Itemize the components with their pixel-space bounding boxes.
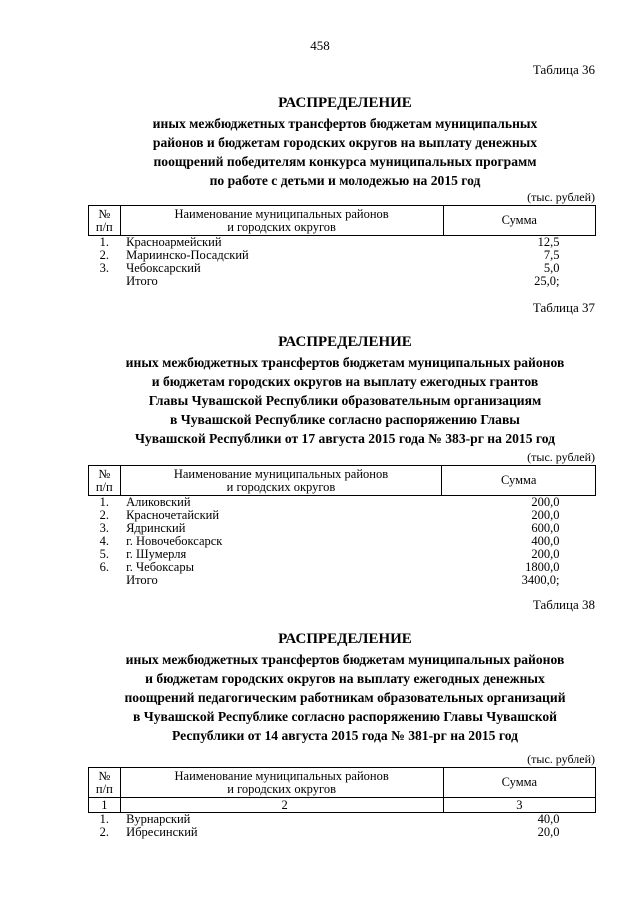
header-name xyxy=(120,466,442,496)
row-num: 1. xyxy=(99,235,109,249)
table-37-subtitle-line: иных межбюджетных трансфертов бюджетам муниципальных районов xyxy=(125,355,565,370)
row-num: 1. xyxy=(99,495,109,509)
row-sum: 40,0 xyxy=(537,812,560,826)
column-number-row xyxy=(89,798,596,813)
header-num xyxy=(89,768,121,798)
row-name: Красноармейский xyxy=(126,235,222,249)
table-36-units: (тыс. рублей) xyxy=(527,190,595,204)
table-total-row xyxy=(89,275,596,288)
row-name: Ядринский xyxy=(126,521,186,535)
row-num xyxy=(89,275,121,288)
table-36-subtitle-line: по работе с детьми и молодежью на 2015 год xyxy=(209,173,481,188)
row-num: 3. xyxy=(99,261,109,275)
table-37-subtitle-line: в Чувашской Республике согласно распоряжению Главы xyxy=(170,412,520,427)
row-num xyxy=(89,574,121,587)
row-name: г. Новочебоксарск xyxy=(126,534,223,548)
table-row xyxy=(89,496,596,510)
table-37-title: РАСПРЕДЕЛЕНИЕ xyxy=(278,334,412,350)
header-num-line2: п/п xyxy=(95,479,113,494)
table-row xyxy=(89,262,596,275)
table-row xyxy=(89,826,596,839)
table-37-subtitle-line: Главы Чувашской Республики образовательным организациям xyxy=(148,393,542,408)
header-num-line1: № xyxy=(98,768,111,783)
header-name-line1: Наименование муниципальных районов xyxy=(174,768,389,783)
row-sum: 200,0 xyxy=(531,547,560,561)
table-header-row xyxy=(89,768,596,798)
table-36-label: Таблица 36 xyxy=(532,62,595,77)
header-name-line2: и городских округов xyxy=(227,781,336,796)
row-num: 6. xyxy=(99,560,109,574)
table-36-title: РАСПРЕДЕЛЕНИЕ xyxy=(278,95,412,111)
table-38-units: (тыс. рублей) xyxy=(527,752,595,766)
table-38-subtitle-line: и бюджетам городских округов на выплату ежегодных денежных xyxy=(145,671,545,686)
header-num-line2: п/п xyxy=(95,219,113,234)
table-header-row xyxy=(89,206,596,236)
row-sum: 3400,0; xyxy=(521,573,560,587)
row-name: Красночетайский xyxy=(126,508,220,522)
table-38-subtitle-line: Республики от 14 августа 2015 года № 381-рг на 2015 год xyxy=(172,728,518,743)
row-sum: 600,0 xyxy=(531,521,560,535)
table-36-subtitle-line: районов и бюджетам городских округов на выплату денежных xyxy=(152,135,538,150)
row-name: Чебоксарский xyxy=(126,261,201,275)
row-sum: 200,0 xyxy=(531,495,560,509)
row-num: 4. xyxy=(99,534,109,548)
row-num: 3. xyxy=(99,521,109,535)
header-sum: Сумма xyxy=(443,206,595,236)
table-header-row xyxy=(89,466,596,496)
header-num-line1: № xyxy=(98,466,111,481)
row-num: 2. xyxy=(99,248,109,262)
table-row xyxy=(89,561,596,574)
header-name-line1: Наименование муниципальных районов xyxy=(174,206,389,221)
header-name-line2: и городских округов xyxy=(226,479,336,494)
table-38-subtitle-line: иных межбюджетных трансфертов бюджетам муниципальных районов xyxy=(125,652,565,667)
header-name-line2: и городских округов xyxy=(227,219,336,234)
row-name: Вурнарский xyxy=(126,812,191,826)
row-sum: 5,0 xyxy=(543,261,560,275)
row-name: Итого xyxy=(126,274,158,288)
table-37-label: Таблица 37 xyxy=(532,300,595,315)
table-36-heading xyxy=(90,94,600,190)
table-36-subtitle-line: иных межбюджетных трансфертов бюджетам муниципальных xyxy=(152,116,538,131)
row-name: г. Шумерля xyxy=(126,547,187,561)
table-37-subtitle-line: и бюджетам городских округов на выплату ежегодных грантов xyxy=(151,374,539,389)
row-name: Итого xyxy=(126,573,158,587)
column-number: 3 xyxy=(443,798,595,813)
row-sum: 200,0 xyxy=(531,508,560,522)
page-number: 458 xyxy=(310,38,330,53)
row-sum: 20,0 xyxy=(537,825,560,839)
table-37 xyxy=(88,465,596,587)
row-num: 5. xyxy=(99,547,109,561)
row-num: 2. xyxy=(99,508,109,522)
table-total-row xyxy=(89,574,596,587)
header-num-line1: № xyxy=(98,206,111,221)
table-38 xyxy=(88,767,596,839)
row-sum: 400,0 xyxy=(531,534,560,548)
table-row xyxy=(89,236,596,250)
table-38-title: РАСПРЕДЕЛЕНИЕ xyxy=(278,631,412,647)
header-sum: Сумма xyxy=(443,768,595,798)
header-num xyxy=(89,206,121,236)
table-38-heading xyxy=(90,630,600,745)
table-38-subtitle-line: в Чувашской Республике согласно распоряжению Главы Чувашской xyxy=(133,709,557,724)
header-num xyxy=(89,466,121,496)
table-37-subtitle-line: Чувашской Республики от 17 августа 2015 года № 383-рг на 2015 год xyxy=(134,431,556,446)
row-sum: 7,5 xyxy=(543,248,560,262)
header-num-line2: п/п xyxy=(95,781,113,796)
table-36-subtitle-line: поощрений победителям конкурса муниципальных программ xyxy=(153,154,537,169)
row-num: 1. xyxy=(99,812,110,826)
row-sum: 12,5 xyxy=(537,235,560,249)
column-number: 1 xyxy=(89,798,121,813)
header-name xyxy=(120,768,443,798)
table-row xyxy=(89,813,596,827)
row-num: 2. xyxy=(99,825,110,839)
table-37-units: (тыс. рублей) xyxy=(527,450,595,464)
row-name: Аликовский xyxy=(126,495,191,509)
table-38-subtitle-line: поощрений педагогическим работникам образовательных организаций xyxy=(124,690,566,705)
table-36 xyxy=(88,205,596,288)
table-38-label: Таблица 38 xyxy=(532,597,595,612)
header-name-line1: Наименование муниципальных районов xyxy=(173,466,389,481)
row-name: Ибресинский xyxy=(126,825,198,839)
header-sum: Сумма xyxy=(442,466,596,496)
row-name: Мариинско-Посадский xyxy=(126,248,249,262)
row-sum: 25,0; xyxy=(534,274,560,288)
column-number: 2 xyxy=(120,798,443,813)
row-name: г. Чебоксары xyxy=(126,560,194,574)
header-name xyxy=(120,206,443,236)
table-37-heading xyxy=(90,333,600,448)
row-sum: 1800,0 xyxy=(525,560,560,574)
